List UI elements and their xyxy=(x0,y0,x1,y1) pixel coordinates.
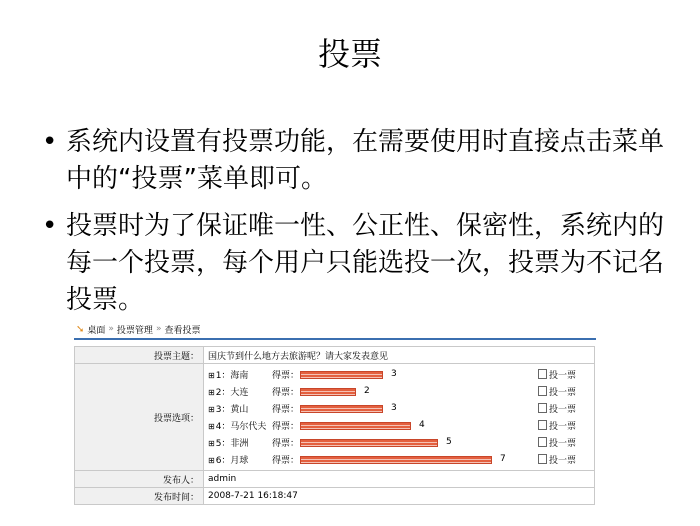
option-text: 2：大连 xyxy=(215,388,249,398)
bullet-text: 投票时为了保证唯一性、公正性、保密性，系统内的每一个投票，每个用户只能选投一次，投票为不记名投票。 xyxy=(66,211,665,315)
expand-box-icon: ⊞ xyxy=(208,456,215,465)
vote-bar xyxy=(300,422,411,430)
options-cell xyxy=(204,364,595,471)
count-label: 得票： xyxy=(272,371,300,381)
vote-detail-table xyxy=(74,346,595,505)
vote-count: 4 xyxy=(419,419,425,430)
count-label: 得票： xyxy=(272,388,300,398)
time-value: 2008-7-21 16:18:47 xyxy=(204,488,595,505)
vote-button[interactable] xyxy=(538,368,576,381)
vote-link-text: 投一票 xyxy=(548,422,576,432)
table-row xyxy=(75,471,595,488)
bullet-item xyxy=(38,124,678,198)
document-icon xyxy=(538,369,547,379)
document-icon xyxy=(538,454,547,464)
count-label: 得票： xyxy=(272,422,300,432)
vote-bar xyxy=(300,405,383,413)
vote-screenshot xyxy=(74,320,596,516)
vote-link-text: 投一票 xyxy=(548,405,576,415)
option-label xyxy=(208,453,272,466)
option-label xyxy=(208,385,272,398)
bar-area xyxy=(300,404,510,414)
option-row xyxy=(208,434,590,451)
bullet-dot: • xyxy=(42,127,58,157)
option-text: 6：月球 xyxy=(215,456,249,466)
vote-button[interactable] xyxy=(538,419,576,432)
topic-value: 国庆节到什么地方去旅游呢？请大家发表意见 xyxy=(204,347,595,364)
bar-area xyxy=(300,387,510,397)
options-label: 投票选项： xyxy=(75,364,204,471)
arrow-icon: ➘ xyxy=(76,323,85,335)
vote-link-text: 投一票 xyxy=(548,388,576,398)
option-text: 3：黄山 xyxy=(215,405,249,415)
vote-count: 3 xyxy=(391,368,397,379)
vote-count: 3 xyxy=(391,402,397,413)
breadcrumb-item-vote-manage[interactable]: 投票管理 xyxy=(116,325,153,336)
option-row xyxy=(208,417,590,434)
expand-box-icon: ⊞ xyxy=(208,388,215,397)
option-row xyxy=(208,366,590,383)
option-label xyxy=(208,436,272,449)
bar-area xyxy=(300,421,510,431)
publisher-value: admin xyxy=(204,471,595,488)
bar-area xyxy=(300,438,510,448)
option-text: 4：马尔代夫 xyxy=(215,422,267,432)
vote-count: 5 xyxy=(446,436,452,447)
bar-area xyxy=(300,370,510,380)
vote-link-text: 投一票 xyxy=(548,456,576,466)
expand-box-icon: ⊞ xyxy=(208,439,215,448)
breadcrumb-item-desktop[interactable]: 桌面 xyxy=(87,325,106,336)
count-label: 得票： xyxy=(272,405,300,415)
expand-box-icon: ⊞ xyxy=(208,371,215,380)
option-label xyxy=(208,368,272,381)
vote-link-text: 投一票 xyxy=(548,439,576,449)
document-icon xyxy=(538,420,547,430)
breadcrumb-item-view-vote: 查看投票 xyxy=(164,325,201,336)
breadcrumb-separator: » xyxy=(108,324,114,334)
bullet-item xyxy=(38,208,678,319)
publisher-label: 发布人： xyxy=(75,471,204,488)
expand-box-icon: ⊞ xyxy=(208,405,215,414)
table-row xyxy=(75,488,595,505)
bullet-text: 系统内设置有投票功能，在需要使用时直接点击菜单中的“投票”菜单即可。 xyxy=(66,127,665,194)
count-label: 得票： xyxy=(272,439,300,449)
table-row xyxy=(75,364,595,471)
option-text: 1：海南 xyxy=(215,371,249,381)
vote-bar xyxy=(300,439,438,447)
vote-count: 7 xyxy=(500,453,506,464)
count-label: 得票： xyxy=(272,456,300,466)
vote-bar xyxy=(300,388,356,396)
option-label xyxy=(208,402,272,415)
expand-box-icon: ⊞ xyxy=(208,422,215,431)
vote-button[interactable] xyxy=(538,402,576,415)
option-label xyxy=(208,419,272,432)
bullet-list xyxy=(38,124,678,329)
slide-title: 投票 xyxy=(317,35,382,73)
vote-bar xyxy=(300,371,383,379)
bullet-dot: • xyxy=(42,211,58,241)
table-row xyxy=(75,347,595,364)
vote-link-text: 投一票 xyxy=(548,371,576,381)
bar-area xyxy=(300,455,510,465)
document-icon xyxy=(538,403,547,413)
vote-count: 2 xyxy=(364,385,370,396)
option-text: 5：非洲 xyxy=(215,439,249,449)
option-row xyxy=(208,400,590,417)
breadcrumb-separator: » xyxy=(155,324,162,334)
vote-button[interactable] xyxy=(538,385,576,398)
document-icon xyxy=(538,386,547,396)
breadcrumb xyxy=(74,320,596,340)
vote-button[interactable] xyxy=(538,436,576,449)
option-row xyxy=(208,451,590,468)
vote-bar xyxy=(300,456,492,464)
vote-button[interactable] xyxy=(538,453,576,466)
time-label: 发布时间： xyxy=(75,488,204,505)
topic-label: 投票主题： xyxy=(75,347,204,364)
document-icon xyxy=(538,437,547,447)
option-row xyxy=(208,383,590,400)
